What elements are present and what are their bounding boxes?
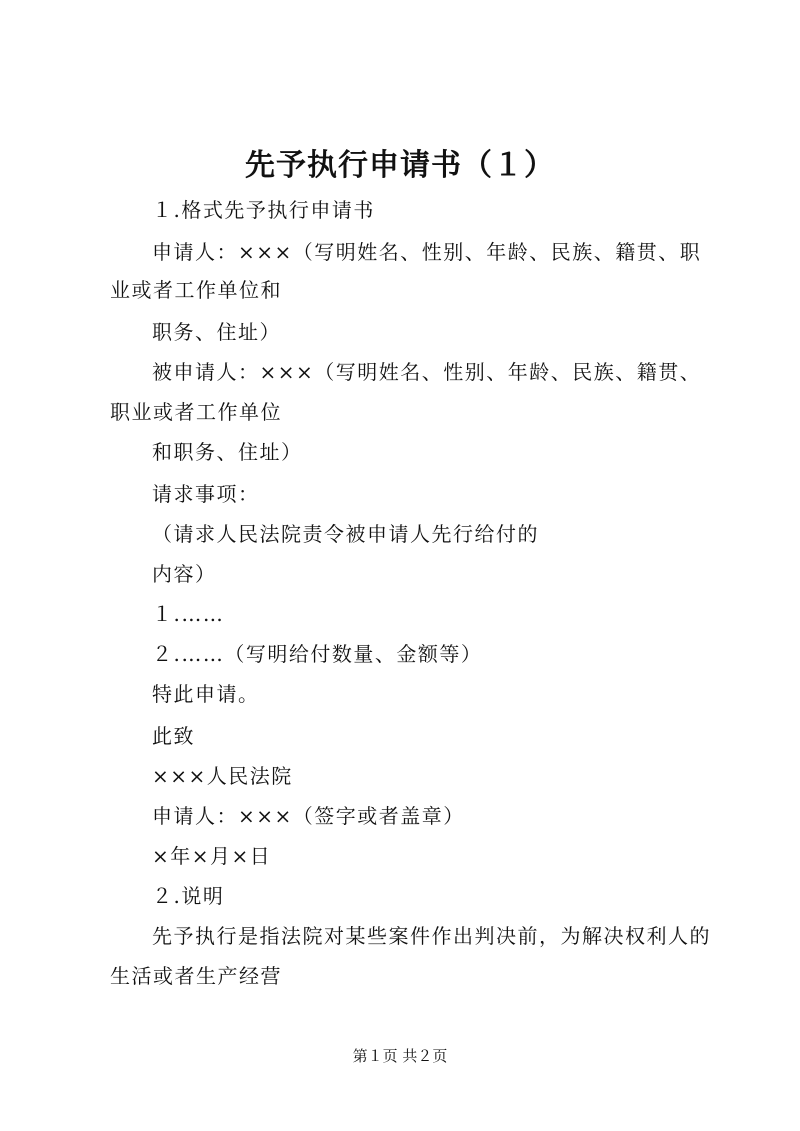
section-heading-notes: ２.说明 xyxy=(152,884,225,908)
claim-item-1: １.…… xyxy=(152,602,225,626)
page-number: 第１页 共２页 xyxy=(352,1047,448,1065)
date-line: ×年×月×日 xyxy=(152,844,272,868)
claims-heading: 请求事项： xyxy=(152,482,260,506)
notes-paragraph-cont: 生活或者生产经营 xyxy=(110,964,282,988)
court-name: ×××人民法院 xyxy=(152,764,293,788)
claims-description-cont: 内容） xyxy=(152,562,217,586)
signature-line: 申请人：×××（签字或者盖章） xyxy=(152,804,465,828)
respondent-line: 被申请人：×××（写明姓名、性别、年龄、民族、籍贯、 xyxy=(152,360,702,384)
applicant-line: 申请人：×××（写明姓名、性别、年龄、民族、籍贯、职 xyxy=(152,240,702,264)
document-title: 先予执行申请书（１） xyxy=(245,148,555,183)
salutation: 此致 xyxy=(152,724,195,748)
notes-paragraph: 先予执行是指法院对某些案件作出判决前，为解决权利人的 xyxy=(152,924,711,948)
applicant-line-cont2: 职务、住址） xyxy=(152,320,281,344)
claims-description: （请求人民法院责令被申请人先行给付的 xyxy=(152,522,539,546)
claim-item-2: ２.……（写明给付数量、金额等） xyxy=(152,642,483,666)
applicant-line-cont: 业或者工作单位和 xyxy=(110,278,282,302)
respondent-line-cont2: 和职务、住址） xyxy=(152,440,303,464)
respondent-line-cont: 职业或者工作单位 xyxy=(110,400,282,424)
closing-request: 特此申请。 xyxy=(152,682,260,706)
section-heading-format: １.格式先予执行申请书 xyxy=(152,198,375,222)
